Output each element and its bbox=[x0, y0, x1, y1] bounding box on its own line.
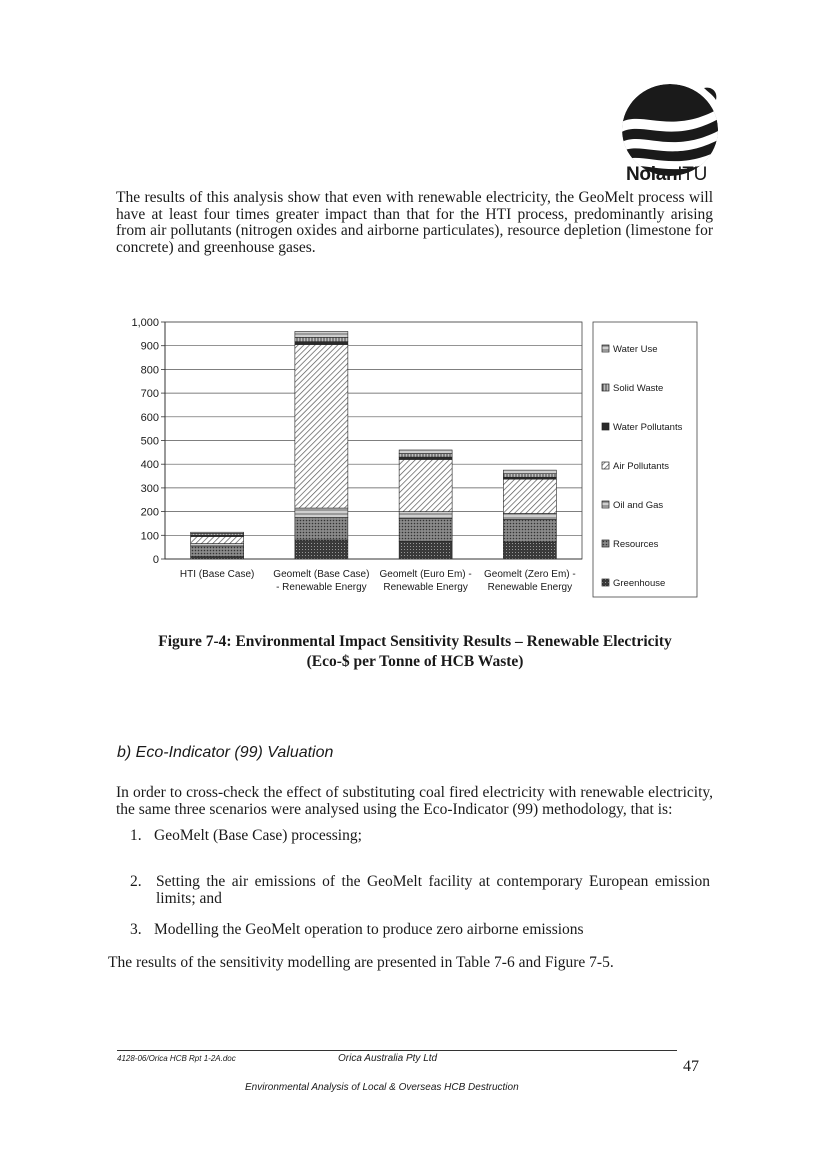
category-label: Renewable Energy bbox=[383, 582, 468, 593]
y-tick-label: 700 bbox=[140, 388, 159, 401]
list-item: 1. GeoMelt (Base Case) processing; bbox=[130, 827, 362, 844]
list-item: 2. Setting the air emissions of the GeoMelt facility at contemporary European emission limits; and bbox=[130, 873, 710, 907]
y-tick-label: 600 bbox=[140, 411, 159, 424]
figure-caption-line1: Figure 7-4: Environmental Impact Sensitivity Results – Renewable Electricity bbox=[158, 633, 672, 650]
category-label: Geomelt (Base Case) bbox=[273, 569, 370, 580]
bar-segment-solid-waste bbox=[399, 454, 452, 458]
legend-swatch bbox=[602, 501, 609, 508]
bar-segment-air-pollutants bbox=[503, 479, 556, 513]
bar-segment-resources bbox=[191, 546, 244, 557]
bar-segment-oil-and-gas bbox=[191, 544, 244, 546]
method-paragraph: In order to cross-check the effect of substituting coal fired electricity with renewable electricity, the same three scenarios were analysed using the Eco-Indicator (99) methodology, that is: bbox=[116, 784, 713, 818]
legend-swatch bbox=[602, 384, 609, 391]
bar-segment-water-use bbox=[295, 331, 348, 337]
bar-segment-solid-waste bbox=[503, 474, 556, 478]
legend-label: Oil and Gas bbox=[613, 500, 664, 511]
bar-segment-resources bbox=[503, 519, 556, 542]
legend-label: Water Use bbox=[613, 344, 658, 355]
y-tick-label: 100 bbox=[140, 530, 159, 543]
bar-segment-water-use bbox=[399, 450, 452, 454]
chart-category-labels bbox=[180, 569, 576, 593]
category-label: Geomelt (Euro Em) - bbox=[379, 569, 472, 580]
legend-label: Water Pollutants bbox=[613, 422, 683, 433]
stacked-bar-chart bbox=[110, 312, 710, 612]
bar-segment-water-pollutants bbox=[295, 342, 348, 345]
category-label: - Renewable Energy bbox=[276, 582, 367, 593]
y-tick-label: 0 bbox=[152, 554, 159, 566]
list-item: 3. Modelling the GeoMelt operation to produce zero airborne emissions bbox=[130, 921, 584, 938]
footer-doc-ref: 4128-06/Orica HCB Rpt 1-2A.doc bbox=[117, 1054, 236, 1063]
legend-label: Solid Waste bbox=[613, 383, 664, 394]
bar-segment-air-pollutants bbox=[399, 459, 452, 511]
legend-swatch bbox=[602, 423, 609, 430]
bar-segment-air-pollutants bbox=[295, 345, 348, 509]
chart-y-tick-labels bbox=[131, 317, 159, 566]
footer-company: Orica Australia Pty Ltd bbox=[338, 1053, 438, 1064]
bar-segment-greenhouse bbox=[295, 540, 348, 559]
figure-caption-line2: (Eco-$ per Tonne of HCB Waste) bbox=[306, 653, 524, 670]
legend-swatch bbox=[602, 345, 609, 352]
legend-swatch bbox=[602, 579, 609, 586]
category-label: Geomelt (Zero Em) - bbox=[484, 569, 576, 580]
intro-paragraph: The results of this analysis show that even with renewable electricity, the GeoMelt process will have at least four times greater impact than that for the HTI process, predominantly arising from air pollutants (nitrogen oxides and airborne particulates), resource depletion (limestone for concrete) and greenhouse gases. bbox=[116, 189, 713, 256]
legend-swatch bbox=[602, 462, 609, 469]
bar-segment-water-use bbox=[191, 532, 244, 533]
bar-segment-greenhouse bbox=[399, 541, 452, 559]
section-heading: b) Eco-Indicator (99) Valuation bbox=[117, 744, 334, 761]
y-tick-label: 400 bbox=[140, 459, 159, 472]
bar-segment-air-pollutants bbox=[191, 536, 244, 543]
page-number: 47 bbox=[683, 1058, 699, 1075]
bar-segment-resources bbox=[399, 519, 452, 542]
category-label: Renewable Energy bbox=[487, 582, 573, 593]
footer-divider bbox=[117, 1050, 677, 1051]
legend-swatch bbox=[602, 540, 609, 547]
logo-wordmark: NolanITU bbox=[626, 164, 707, 185]
bar-segment-resources bbox=[295, 518, 348, 541]
footer-subtitle: Environmental Analysis of Local & Overseas HCB Destruction bbox=[245, 1082, 519, 1093]
bar-segment-solid-waste bbox=[295, 337, 348, 341]
y-tick-label: 200 bbox=[140, 506, 159, 519]
y-tick-label: 500 bbox=[140, 435, 159, 448]
legend-box bbox=[593, 322, 697, 597]
chart-legend bbox=[593, 322, 697, 597]
bar-segment-oil-and-gas bbox=[503, 513, 556, 519]
legend-label: Greenhouse bbox=[613, 578, 666, 589]
y-tick-label: 300 bbox=[140, 482, 159, 495]
legend-label: Resources bbox=[613, 539, 659, 550]
bar-segment-oil-and-gas bbox=[295, 508, 348, 517]
y-tick-label: 1,000 bbox=[131, 317, 159, 329]
category-label: HTI (Base Case) bbox=[179, 569, 255, 580]
results-paragraph: The results of the sensitivity modelling are presented in Table 7-6 and Figure 7-5. bbox=[108, 954, 614, 971]
bar-segment-water-pollutants bbox=[399, 457, 452, 459]
bar-segment-greenhouse bbox=[503, 542, 556, 559]
y-tick-label: 800 bbox=[140, 364, 159, 377]
y-tick-label: 900 bbox=[140, 340, 159, 353]
legend-label: Air Pollutants bbox=[613, 461, 669, 472]
bar-segment-water-use bbox=[503, 470, 556, 474]
bar-segment-oil-and-gas bbox=[399, 512, 452, 519]
